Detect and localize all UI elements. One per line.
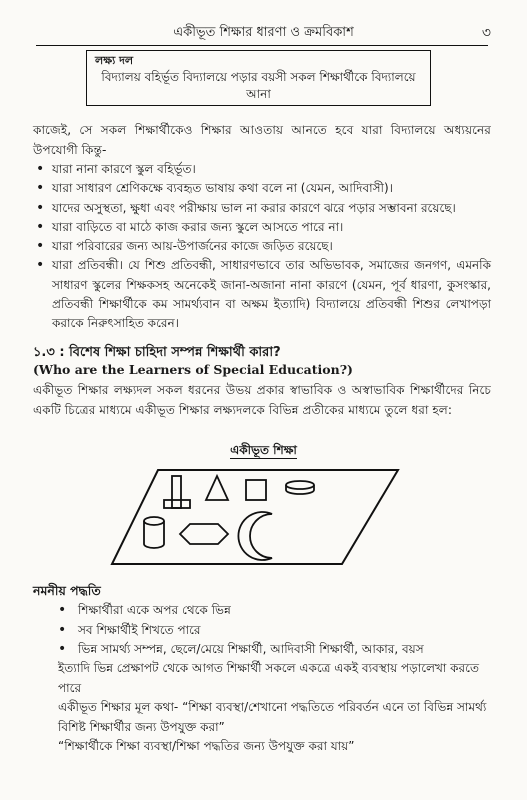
list-item: • যারা বাড়িতে বা মাঠে কাজ করার জন্য স্কুলে আসতে পারে না। xyxy=(33,218,491,237)
list-item: • যারা পরিবারের জন্য আয়-উপার্জনের কাজে জড়িত রয়েছে। xyxy=(33,237,491,256)
inclusive-education-figure xyxy=(110,462,410,570)
list-item: • যাদের অসুস্থতা, ক্ষুধা এবং পরীক্ষায় ভাল না করার কারণে ঝরে পড়ার সম্ভাবনা রয়েছে। xyxy=(33,199,491,218)
main-point: একীভূত শিক্ষার মূল কথা- “শিক্ষা ব্যবস্থা/শেখানো পদ্ধতিতে পরিবর্তন এনে তা বিভিন্ন সামর্থ্য বিশিষ্ট শিক্ষার্থীর জন্য উপযুক্ত করা” xyxy=(58,700,487,734)
goal-box xyxy=(86,50,431,106)
flexible-method-heading: নমনীয় পদ্ধতি xyxy=(33,583,101,598)
triangle-shape xyxy=(206,476,228,500)
flexible-bullet-list xyxy=(58,601,491,660)
list-item: • যারা প্রতিবন্ধী। যে শিশু প্রতিবন্ধী, সাধারণভাবে তার অভিভাবক, সমাজের জনগণ, এমনকি সাধারণ স্কুলের শিক্ষকসহ অনেকেই জানা-অজানা নানা কারণে (যেমন, পূর্ব ধারণা, কুসংস্কার, প্রতিবন্ধী শিক্ষার্থীকে কম সামর্থ্যবান বা অক্ষম ইত্যাদি) বিদ্যালয়ে প্রতিবন্ধী শিশুর লেখাপড়া করাকে নিরুৎসাহিত করেন। xyxy=(33,256,491,333)
intro-paragraph: কাজেই, সে সকল শিক্ষার্থীকেও শিক্ষার আওতায় আনতে হবে যারা বিদ্যালয়ে অধ্যয়নের উপযোগী কিন্তু- xyxy=(33,123,491,157)
list-item: • যারা নানা কারণে স্কুল বহির্ভূত। xyxy=(33,160,491,179)
section-paragraph: একীভূত শিক্ষার লক্ষ্যদল সকল ধরনের উভয় প্রকার স্বাভাবিক ও অস্বাভাবিক শিক্ষার্থীদের নিচে একটি চিত্রের মাধ্যমে একীভূত শিক্ষার লক্ষ্যদলকে বিভিন্ন প্রতীকের মাধ্যমে তুলে ধরা হল: xyxy=(33,383,491,417)
list-item: • যারা সাধারণ শ্রেণিকক্ষে ব্যবহৃত ভাষায় কথা বলে না (যেমন, আদিবাসী)। xyxy=(33,179,491,198)
running-header xyxy=(0,24,527,42)
cylinder-shape xyxy=(144,517,164,548)
header-rule xyxy=(36,45,488,46)
figure-title: একীভূত শিক্ষা xyxy=(230,443,297,457)
flat-cylinder-shape xyxy=(286,481,314,494)
crescent-shape xyxy=(238,512,272,560)
hexagon-shape xyxy=(180,524,228,544)
section-subtitle: (Who are the Learners of Special Education?) xyxy=(33,362,353,377)
flexible-continuation: ইত্যাদি ভিন্ন প্রেক্ষাপট থেকে আগত শিক্ষার্থী সকলে একত্রে একই ব্যবস্থায় পড়ালেখা করতে পারে xyxy=(58,661,479,695)
closing-quote: “শিক্ষার্থীকে শিক্ষা ব্যবস্থা/শিক্ষা পদ্ধতির জন্য উপযুক্ত করা যায়” xyxy=(58,739,355,753)
goal-box-text: বিদ্যালয় বহির্ভূত বিদ্যালয়ে পড়ার বয়সী সকল শিক্ষার্থীকে বিদ্যালয়ে আনা xyxy=(101,70,416,101)
list-item: • ভিন্ন সামর্থ্য সম্পন্ন, ছেলে/মেয়ে শিক্ষার্থী, আদিবাসী শিক্ষার্থী, আকার, বয়স xyxy=(58,640,491,660)
learner-bullet-list xyxy=(33,160,491,334)
list-item: • শিক্ষার্থীরা একে অপর থেকে ভিন্ন xyxy=(58,601,491,621)
page-number: ৩ xyxy=(481,25,491,41)
hammer-shape xyxy=(164,476,190,508)
list-item: • সব শিক্ষার্থীই শিখতে পারে xyxy=(58,621,491,641)
goal-box-label: লক্ষ্য দল xyxy=(95,54,134,67)
section-title: ১.৩ : বিশেষ শিক্ষা চাহিদা সম্পন্ন শিক্ষার্থী কারা? xyxy=(33,345,281,360)
square-shape xyxy=(246,480,266,500)
header-title: একীভূত শিক্ষার ধারণা ও ক্রমবিকাশ xyxy=(173,25,354,40)
